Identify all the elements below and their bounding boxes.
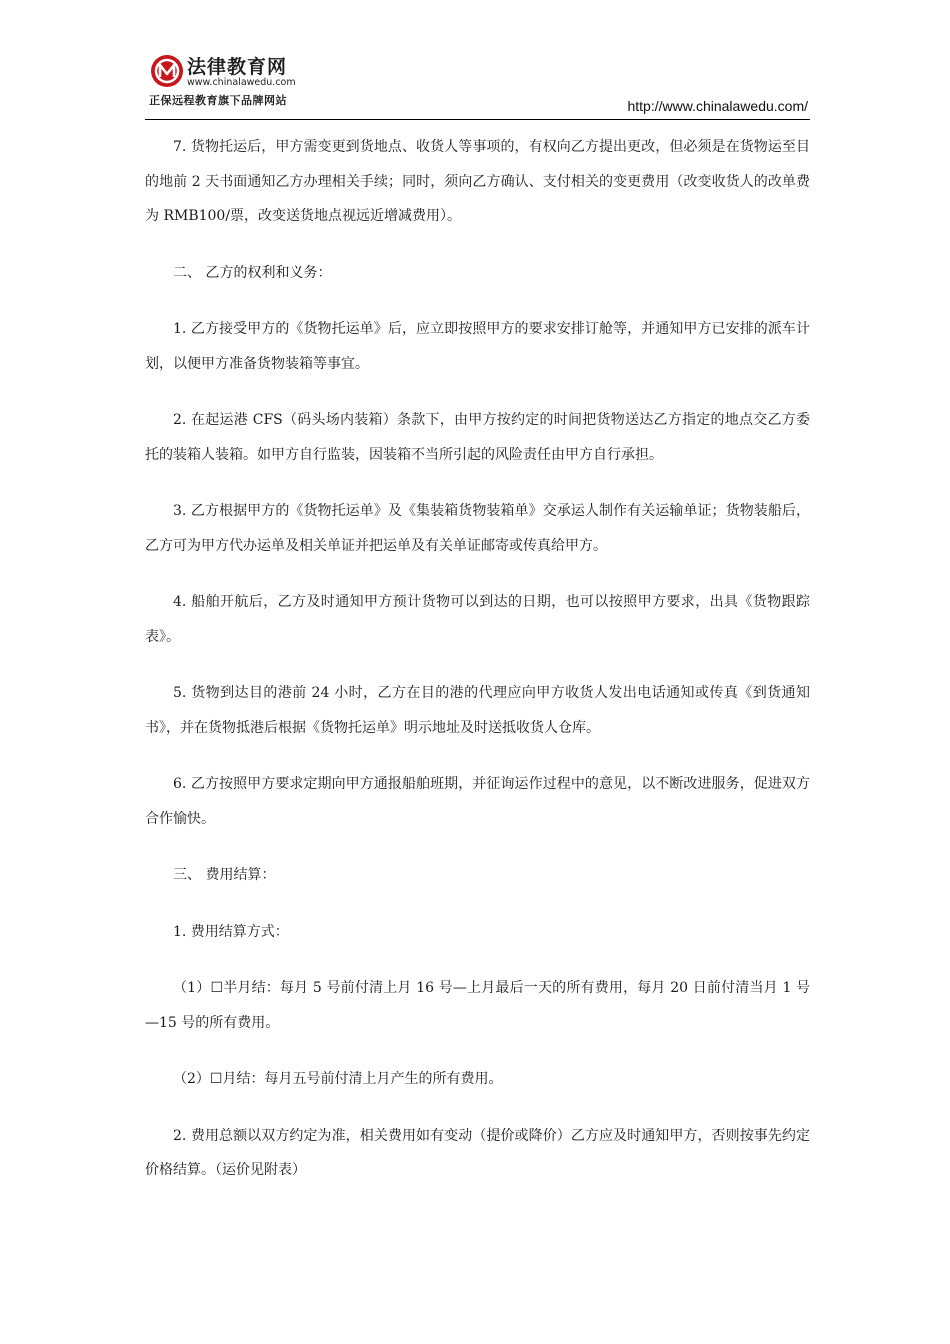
paragraph-2-6: 6. 乙方按照甲方要求定期向甲方通报船舶班期，并征询运作过程中的意见，以不断改进服务，促进双方合作愉快。 bbox=[145, 776, 810, 827]
logo-slogan: 正保远程教育旗下品牌网站 bbox=[149, 94, 287, 107]
paragraph-3-2: 2. 费用总额以双方约定为准，相关费用如有变动（提价或降价）乙方应及时通知甲方，否则按事先约定价格结算。（运价见附表） bbox=[145, 1127, 810, 1178]
paragraph-3-1-option-1: （1）☐半月结：每月 5 号前付清上月 16 号—上月最后一天的所有费用，每月 20 日前付清当月 1 号—15 号的所有费用。 bbox=[145, 980, 810, 1031]
paragraph-2-4: 4. 船舶开航后，乙方及时通知甲方预计货物可以到达的日期，也可以按照甲方要求，出具《货物跟踪表》。 bbox=[145, 594, 810, 645]
site-logo[interactable] bbox=[145, 50, 330, 108]
paragraph-2-2: 2. 在起运港 CFS（码头场内装箱）条款下，由甲方按约定的时间把货物送达乙方指定的地点交乙方委托的装箱人装箱。如甲方自行监装，因装箱不当所引起的风险责任由甲方自行承担。 bbox=[145, 412, 810, 463]
logo-emblem-icon bbox=[150, 54, 184, 88]
page-header bbox=[145, 50, 810, 120]
paragraph-2-3: 3. 乙方根据甲方的《货物托运单》及《集装箱货物装箱单》交承运人制作有关运输单证；货物装船后，乙方可为甲方代办运单及相关单证并把运单及有关单证邮寄或传真给甲方。 bbox=[145, 503, 810, 554]
paragraph-2-5: 5. 货物到达目的港前 24 小时，乙方在目的港的代理应向甲方收货人发出电话通知或传真《到货通知书》，并在货物抵港后根据《货物托运单》明示地址及时送抵收货人仓库。 bbox=[145, 685, 810, 736]
paragraph-3-1-option-2: （2）☐月结：每月五号前付清上月产生的所有费用。 bbox=[173, 1071, 503, 1087]
paragraph-7-change-delivery: 7. 货物托运后，甲方需变更到货地点、收货人等事项的，有权向乙方提出更改，但必须是在货物运至目的地前 2 天书面通知乙方办理相关手续；同时，须向乙方确认、支付相关的变更费用（改变收货人的改单费为 RMB100/票，改变送货地点视远近增减费用）。 bbox=[145, 139, 810, 224]
logo-url: www.chinalawedu.com bbox=[187, 77, 296, 88]
section-heading-2: 二、 乙方的权利和义务： bbox=[173, 264, 332, 281]
paragraph-3-1: 1. 费用结算方式： bbox=[173, 923, 289, 940]
logo-text: 法律教育网 bbox=[187, 56, 288, 78]
paragraph-2-1: 1. 乙方接受甲方的《货物托运单》后，应立即按照甲方的要求安排订舱等，并通知甲方已安排的派车计划，以便甲方准备货物装箱等事宜。 bbox=[145, 321, 810, 372]
header-divider bbox=[145, 119, 810, 120]
site-url-link[interactable]: http://www.chinalawedu.com/ bbox=[627, 98, 808, 114]
section-heading-3: 三、 费用结算： bbox=[173, 867, 276, 883]
document-body bbox=[145, 130, 810, 1188]
